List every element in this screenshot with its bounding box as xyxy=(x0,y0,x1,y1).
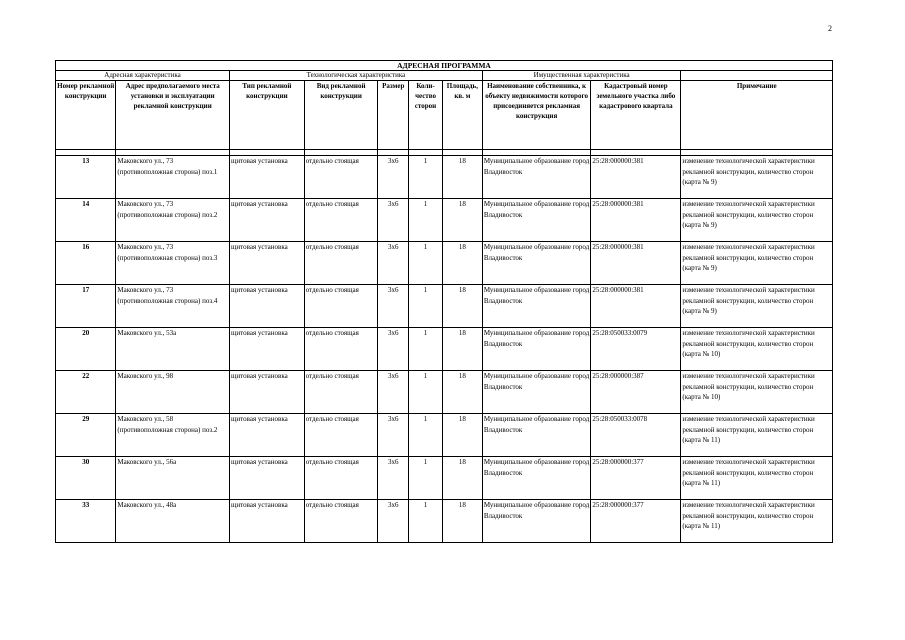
cell-kind: отдельно стоящая xyxy=(304,371,378,414)
cell-owner: Муниципальное образование город Владивосток xyxy=(482,285,591,328)
cell-sides: 1 xyxy=(409,285,443,328)
group-address: Адресная характеристика xyxy=(56,71,230,81)
cell-address: Маковского ул., 98 xyxy=(116,371,230,414)
cell-cadastre: 25:28:000000:381 xyxy=(591,199,681,242)
group-empty xyxy=(681,71,833,81)
table-row xyxy=(56,156,833,199)
cell-size: 3x6 xyxy=(378,242,409,285)
table-row xyxy=(56,371,833,414)
cell-area: 18 xyxy=(442,500,482,543)
cell-owner: Муниципальное образование город Владивосток xyxy=(482,156,591,199)
table-row xyxy=(56,414,833,457)
cell-num: 29 xyxy=(56,414,116,457)
cell-note: изменение технологической характеристики рекламной конструкции, количество сторон (карта № 9) xyxy=(681,242,833,285)
cell-kind: отдельно стоящая xyxy=(304,199,378,242)
table-title: АДРЕСНАЯ ПРОГРАММА xyxy=(56,61,833,71)
cell-size: 3x6 xyxy=(378,500,409,543)
cell-cadastre: 25:28:000000:377 xyxy=(591,500,681,543)
cell-sides: 1 xyxy=(409,371,443,414)
cell-size: 3x6 xyxy=(378,285,409,328)
table-row xyxy=(56,457,833,500)
cell-address: Маковского ул., 48а xyxy=(116,500,230,543)
cell-sides: 1 xyxy=(409,199,443,242)
cell-note: изменение технологической характеристики рекламной конструкции, количество сторон (карта № 10) xyxy=(681,328,833,371)
cell-size: 3x6 xyxy=(378,328,409,371)
header-owner: Наименование собственника, к объекту недвижимости которого присоединяется рекламная конструкция xyxy=(482,81,591,150)
cell-num: 16 xyxy=(56,242,116,285)
cell-area: 18 xyxy=(442,457,482,500)
header-address: Адрес предполагаемого места установки и эксплуатации рекламной конструкции xyxy=(116,81,230,150)
cell-kind: отдельно стоящая xyxy=(304,457,378,500)
cell-type: щитовая установка xyxy=(230,328,305,371)
cell-size: 3x6 xyxy=(378,414,409,457)
table-row xyxy=(56,500,833,543)
cell-num: 20 xyxy=(56,328,116,371)
header-cadastre: Кадастровый номер земельного участка либо кадастрового квартала xyxy=(591,81,681,150)
table-row xyxy=(56,328,833,371)
cell-cadastre: 25:28:000000:381 xyxy=(591,242,681,285)
cell-size: 3x6 xyxy=(378,371,409,414)
cell-type: щитовая установка xyxy=(230,414,305,457)
cell-address: Маковского ул., 73 (противоположная сторона) поз.3 xyxy=(116,242,230,285)
header-sides: Коли-чество сторон xyxy=(409,81,443,150)
cell-cadastre: 25:28:050033:0078 xyxy=(591,414,681,457)
cell-num: 14 xyxy=(56,199,116,242)
table-body xyxy=(56,156,833,543)
address-program-table xyxy=(55,60,833,543)
cell-sides: 1 xyxy=(409,242,443,285)
cell-size: 3x6 xyxy=(378,156,409,199)
cell-type: щитовая установка xyxy=(230,285,305,328)
group-tech: Технологическая характеристика xyxy=(230,71,483,81)
cell-note: изменение технологической характеристики рекламной конструкции, количество сторон (карта № 10) xyxy=(681,371,833,414)
cell-kind: отдельно стоящая xyxy=(304,500,378,543)
cell-area: 18 xyxy=(442,156,482,199)
cell-kind: отдельно стоящая xyxy=(304,242,378,285)
cell-kind: отдельно стоящая xyxy=(304,328,378,371)
cell-cadastre: 25:28:000000:387 xyxy=(591,371,681,414)
cell-area: 18 xyxy=(442,328,482,371)
cell-sides: 1 xyxy=(409,414,443,457)
table-row xyxy=(56,199,833,242)
cell-num: 30 xyxy=(56,457,116,500)
cell-area: 18 xyxy=(442,285,482,328)
cell-cadastre: 25:28:000000:381 xyxy=(591,285,681,328)
table-row xyxy=(56,242,833,285)
cell-owner: Муниципальное образование город Владивосток xyxy=(482,328,591,371)
cell-owner: Муниципальное образование город Владивосток xyxy=(482,414,591,457)
cell-address: Маковского ул., 58 (противоположная сторона) поз.2 xyxy=(116,414,230,457)
cell-owner: Муниципальное образование город Владивосток xyxy=(482,457,591,500)
cell-sides: 1 xyxy=(409,328,443,371)
cell-address: Маковского ул., 73 (противоположная сторона) поз.2 xyxy=(116,199,230,242)
cell-cadastre: 25:28:000000:381 xyxy=(591,156,681,199)
cell-note: изменение технологической характеристики рекламной конструкции, количество сторон (карта № 11) xyxy=(681,414,833,457)
cell-address: Маковского ул., 73 (противоположная сторона) поз.4 xyxy=(116,285,230,328)
cell-area: 18 xyxy=(442,414,482,457)
cell-owner: Муниципальное образование город Владивосток xyxy=(482,199,591,242)
cell-type: щитовая установка xyxy=(230,156,305,199)
cell-owner: Муниципальное образование город Владивосток xyxy=(482,500,591,543)
cell-area: 18 xyxy=(442,199,482,242)
cell-size: 3x6 xyxy=(378,199,409,242)
cell-type: щитовая установка xyxy=(230,457,305,500)
cell-sides: 1 xyxy=(409,156,443,199)
page-number: 2 xyxy=(828,24,832,33)
cell-sides: 1 xyxy=(409,457,443,500)
cell-note: изменение технологической характеристики рекламной конструкции, количество сторон (карта № 9) xyxy=(681,199,833,242)
cell-owner: Муниципальное образование город Владивосток xyxy=(482,242,591,285)
cell-note: изменение технологической характеристики рекламной конструкции, количество сторон (карта № 9) xyxy=(681,156,833,199)
cell-size: 3x6 xyxy=(378,457,409,500)
cell-kind: отдельно стоящая xyxy=(304,414,378,457)
cell-note: изменение технологической характеристики рекламной конструкции, количество сторон (карта № 11) xyxy=(681,457,833,500)
cell-type: щитовая установка xyxy=(230,371,305,414)
cell-sides: 1 xyxy=(409,500,443,543)
cell-owner: Муниципальное образование город Владивосток xyxy=(482,371,591,414)
cell-address: Маковского ул., 53а xyxy=(116,328,230,371)
cell-num: 22 xyxy=(56,371,116,414)
header-note: Примечание xyxy=(681,81,833,150)
cell-note: изменение технологической характеристики рекламной конструкции, количество сторон (карта № 9) xyxy=(681,285,833,328)
header-type: Тип рекламной конструкции xyxy=(230,81,305,150)
cell-address: Маковского ул., 73 (противоположная сторона) поз.1 xyxy=(116,156,230,199)
header-kind: Вид рекламной конструкции xyxy=(304,81,378,150)
cell-kind: отдельно стоящая xyxy=(304,156,378,199)
cell-type: щитовая установка xyxy=(230,199,305,242)
cell-num: 13 xyxy=(56,156,116,199)
header-size: Размер xyxy=(378,81,409,150)
header-num: Номер рекламной конструкции xyxy=(56,81,116,150)
cell-address: Маковского ул., 56а xyxy=(116,457,230,500)
cell-type: щитовая установка xyxy=(230,500,305,543)
cell-kind: отдельно стоящая xyxy=(304,285,378,328)
cell-note: изменение технологической характеристики рекламной конструкции, количество сторон (карта № 11) xyxy=(681,500,833,543)
cell-area: 18 xyxy=(442,371,482,414)
table-row xyxy=(56,285,833,328)
cell-num: 17 xyxy=(56,285,116,328)
cell-type: щитовая установка xyxy=(230,242,305,285)
header-area: Площадь, кв. м xyxy=(442,81,482,150)
cell-cadastre: 25:28:000000:377 xyxy=(591,457,681,500)
cell-area: 18 xyxy=(442,242,482,285)
cell-num: 33 xyxy=(56,500,116,543)
cell-cadastre: 25:28:050033:0079 xyxy=(591,328,681,371)
group-property: Имущественная характеристика xyxy=(482,71,681,81)
